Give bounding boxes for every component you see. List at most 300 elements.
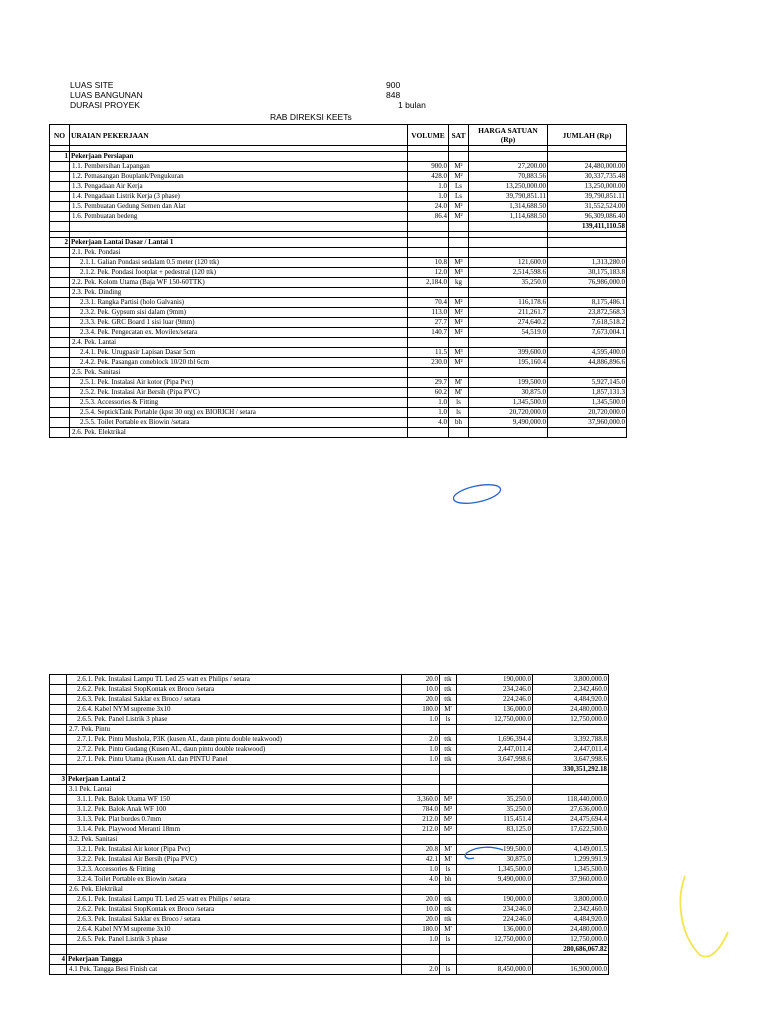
row-unit-price: 1,114,688.50	[469, 212, 548, 222]
table-body-2	[50, 675, 609, 975]
row-description: Pekerjaan Persiapan	[70, 152, 408, 162]
table-row	[50, 695, 609, 705]
luas-site-label: LUAS SITE	[70, 80, 114, 90]
row-unit: ls	[449, 408, 469, 418]
table-row	[50, 248, 627, 258]
row-unit-price	[457, 835, 533, 845]
row-description: 1.6. Pembuatan bedeng	[70, 212, 408, 222]
row-total: 76,986,000.0	[548, 278, 627, 288]
row-volume: 180.0	[402, 705, 440, 715]
row-unit-price	[469, 248, 548, 258]
row-description: 2.4. Pek. Lantai	[70, 338, 408, 348]
row-total: 3,800,000.0	[533, 675, 609, 685]
row-total	[548, 338, 627, 348]
row-description: 3.1.2. Pek. Balok Anak WF 100	[67, 805, 402, 815]
row-total	[548, 428, 627, 438]
row-unit: M³	[440, 795, 457, 805]
row-unit-price: 136,000.0	[457, 925, 533, 935]
row-unit: ls	[449, 398, 469, 408]
row-volume: 1.0	[402, 865, 440, 875]
row-description: 2.3.1. Rangka Partisi (holo Galvanis)	[70, 298, 408, 308]
row-number	[50, 368, 70, 378]
row-volume: 70.4	[408, 298, 449, 308]
row-unit-price	[457, 945, 533, 955]
row-number	[50, 338, 70, 348]
row-unit	[440, 945, 457, 955]
row-description: 1.1. Pembersihan Lapangan	[70, 162, 408, 172]
row-total	[533, 785, 609, 795]
row-number	[50, 388, 70, 398]
row-total: 30,337,735.48	[548, 172, 627, 182]
row-description: 2.7.1. Pek. Pintu Utama (Kusen AL dan PINTU Panel	[67, 755, 402, 765]
row-description: 3.2. Pek. Sanitasi	[67, 835, 402, 845]
table-row	[50, 192, 627, 202]
table-row	[50, 845, 609, 855]
row-number	[50, 785, 67, 795]
row-total: 330,351,292.18	[533, 765, 609, 775]
subtotal-row	[50, 945, 609, 955]
row-description: Pekerjaan Tangga	[67, 955, 402, 965]
row-description: 2.4.2. Pek. Pasangan coneblock 10/20 tbl 6cm	[70, 358, 408, 368]
row-unit-price: 1,314,688.50	[469, 202, 548, 212]
row-description: 2.6.2. Pek. Instalasi StopKontak ex Broco /setara	[67, 905, 402, 915]
col-harga: HARGA SATUAN (Rp)	[469, 125, 548, 146]
row-volume: 60.2	[408, 388, 449, 398]
row-unit-price: 190,000.0	[457, 675, 533, 685]
table-row	[50, 268, 627, 278]
row-number	[50, 182, 70, 192]
row-description: 2.5. Pek. Sanitasi	[70, 368, 408, 378]
section-row	[50, 152, 627, 162]
row-volume	[402, 785, 440, 795]
row-volume: 20.0	[402, 695, 440, 705]
row-number	[50, 298, 70, 308]
row-volume	[408, 338, 449, 348]
row-total: 1,345,500.0	[548, 398, 627, 408]
row-number	[50, 965, 67, 975]
row-total: 96,309,086.40	[548, 212, 627, 222]
row-total: 2,342,460.0	[533, 685, 609, 695]
row-unit: M²	[449, 308, 469, 318]
table-row	[50, 408, 627, 418]
row-unit-price: 35,250.0	[469, 278, 548, 288]
row-volume: 29.7	[408, 378, 449, 388]
row-total: 3,800,000.0	[533, 895, 609, 905]
table-row	[50, 865, 609, 875]
row-description: 3.1.3. Pek. Plat bordes 0.7mm	[67, 815, 402, 825]
row-volume: 10.8	[408, 258, 449, 268]
table-row	[50, 172, 627, 182]
row-total: 12,750,000.0	[533, 935, 609, 945]
row-unit-price	[457, 765, 533, 775]
row-volume: 900.0	[408, 162, 449, 172]
table-row	[50, 278, 627, 288]
rab-table-part-2	[49, 674, 609, 975]
col-volume: VOLUME	[408, 125, 449, 146]
row-description: 3.1.4. Pek. Playwood Meranti 18mm	[67, 825, 402, 835]
table-row	[50, 338, 627, 348]
row-description: 2.6.5. Pek. Panel Listrik 3 phase	[67, 935, 402, 945]
row-description: 1.5. Pembuatan Gedung Semen dan Alat	[70, 202, 408, 212]
row-unit: M²	[440, 815, 457, 825]
row-unit-price: 195,160.4	[469, 358, 548, 368]
durasi-proyek-value: 1 bulan	[398, 100, 426, 110]
row-unit: ls	[440, 965, 457, 975]
table-row	[50, 805, 609, 815]
row-unit-price	[457, 725, 533, 735]
row-unit: M²	[449, 328, 469, 338]
row-volume: 230.0	[408, 358, 449, 368]
row-number	[50, 258, 70, 268]
table-row	[50, 815, 609, 825]
row-number	[50, 248, 70, 258]
row-description: 2.3.4. Pek. Pengecatan ex. Movilex/setara	[70, 328, 408, 338]
row-total	[548, 288, 627, 298]
row-volume	[402, 765, 440, 775]
row-unit-price: 2,447,011.4	[457, 745, 533, 755]
row-number	[50, 212, 70, 222]
row-unit	[440, 775, 457, 785]
row-unit-price: 234,246.0	[457, 685, 533, 695]
row-unit-price: 70,883.56	[469, 172, 548, 182]
row-unit-price: 35,250.0	[457, 805, 533, 815]
row-unit	[440, 785, 457, 795]
row-total: 23,872,568.3	[548, 308, 627, 318]
row-unit-price: 27,200.00	[469, 162, 548, 172]
row-volume: 20.0	[402, 675, 440, 685]
table-row	[50, 745, 609, 755]
row-number	[50, 348, 70, 358]
row-unit: M'	[440, 845, 457, 855]
subtotal-row	[50, 222, 627, 232]
row-unit: ttk	[440, 745, 457, 755]
table-row	[50, 182, 627, 192]
row-volume: 4.0	[408, 418, 449, 428]
row-total: 24,480,000.00	[548, 162, 627, 172]
table-row	[50, 318, 627, 328]
row-number	[50, 328, 70, 338]
row-unit	[449, 338, 469, 348]
row-total: 16,900,000.0	[533, 965, 609, 975]
row-total: 1,299,991.9	[533, 855, 609, 865]
row-number	[50, 845, 67, 855]
table-row	[50, 725, 609, 735]
row-number	[50, 715, 67, 725]
row-unit: M²	[449, 202, 469, 212]
row-description: 2.2. Pek. Kolom Utama (Baja WF 150-60TTK)	[70, 278, 408, 288]
row-description: 2.5.4. SeptickTank Portable (kpst 30 org) ex BIORICH / setara	[70, 408, 408, 418]
row-unit-price: 9,490,000.0	[457, 875, 533, 885]
row-unit-price: 1,345,500.0	[469, 398, 548, 408]
row-unit: ls	[440, 935, 457, 945]
row-description: 2.6.4. Kabel NYM supreme 3x10	[67, 705, 402, 715]
row-description: 2.3.3. Pek. GRC Board 1 sisi luar (9mm)	[70, 318, 408, 328]
table-row	[50, 705, 609, 715]
table-row	[50, 328, 627, 338]
row-unit-price: 30,875.0	[457, 855, 533, 865]
row-volume: 2.0	[402, 735, 440, 745]
row-number	[50, 418, 70, 428]
row-total: 5,927,145.0	[548, 378, 627, 388]
row-total: 20,720,000.0	[548, 408, 627, 418]
table-row	[50, 925, 609, 935]
row-number	[50, 398, 70, 408]
row-unit-price: 13,250,000.00	[469, 182, 548, 192]
row-number	[50, 725, 67, 735]
row-volume: 86.4	[408, 212, 449, 222]
row-volume: 11.5	[408, 348, 449, 358]
row-unit-price	[457, 885, 533, 895]
table-row	[50, 965, 609, 975]
row-unit-price: 115,451.4	[457, 815, 533, 825]
table-row	[50, 735, 609, 745]
row-total: 3,647,998.6	[533, 755, 609, 765]
row-volume	[408, 428, 449, 438]
col-jumlah: JUMLAH (Rp)	[548, 125, 627, 146]
row-number	[50, 815, 67, 825]
row-total: 3,392,788.8	[533, 735, 609, 745]
row-unit-price: 190,000.0	[457, 895, 533, 905]
row-unit: M²	[449, 318, 469, 328]
rab-table-part-1	[49, 124, 627, 438]
row-number	[50, 308, 70, 318]
row-unit	[440, 835, 457, 845]
section-row	[50, 238, 627, 248]
row-unit-price	[457, 955, 533, 965]
row-unit: ttk	[440, 915, 457, 925]
row-number	[50, 705, 67, 715]
table-row	[50, 785, 609, 795]
table-row	[50, 905, 609, 915]
row-volume: 180.0	[402, 925, 440, 935]
row-unit-price: 1,696,394.4	[457, 735, 533, 745]
row-volume	[408, 222, 449, 232]
row-total	[548, 368, 627, 378]
row-description	[70, 222, 408, 232]
section-row	[50, 955, 609, 965]
row-unit-price	[469, 152, 548, 162]
durasi-proyek-label: DURASI PROYEK	[70, 100, 140, 110]
table-row	[50, 388, 627, 398]
row-unit: ttk	[440, 695, 457, 705]
row-volume: 20.8	[402, 845, 440, 855]
row-total	[548, 238, 627, 248]
row-volume: 2,184.0	[408, 278, 449, 288]
row-description: 2.6.3. Pek. Instalasi Saklar ex Broco / setara	[67, 915, 402, 925]
row-total: 24,480,000.0	[533, 925, 609, 935]
row-unit: M²	[449, 358, 469, 368]
row-unit: M'	[440, 855, 457, 865]
row-unit	[449, 428, 469, 438]
table-row	[50, 915, 609, 925]
row-unit-price: 12,750,000.0	[457, 935, 533, 945]
row-number: 4	[50, 955, 67, 965]
row-description: 2.6.2. Pek. Instalasi StopKontak ex Broco /setara	[67, 685, 402, 695]
row-unit	[449, 152, 469, 162]
row-unit-price	[469, 238, 548, 248]
row-number	[50, 875, 67, 885]
row-total: 1,857,131.3	[548, 388, 627, 398]
row-number	[50, 835, 67, 845]
row-unit: ttk	[440, 755, 457, 765]
table-row	[50, 428, 627, 438]
row-number	[50, 192, 70, 202]
row-unit: ttk	[440, 895, 457, 905]
row-unit	[449, 222, 469, 232]
row-number	[50, 428, 70, 438]
row-description: 2.1. Pek. Pondasi	[70, 248, 408, 258]
row-description: 1.3. Pengadaan Air Kerja	[70, 182, 408, 192]
row-unit-price	[469, 368, 548, 378]
row-volume: 20.0	[402, 895, 440, 905]
row-description: Pekerjaan Lantai 2	[67, 775, 402, 785]
row-unit-price: 12,750,000.0	[457, 715, 533, 725]
row-unit: ttk	[440, 905, 457, 915]
row-description: 2.5.1. Pek. Instalasi Air kotor (Pipa Pvc)	[70, 378, 408, 388]
row-number	[50, 202, 70, 212]
row-unit: M'	[449, 378, 469, 388]
row-unit-price	[457, 785, 533, 795]
row-description: 2.5.2. Pek. Instalasi Air Bersih (Pipa PVC)	[70, 388, 408, 398]
row-volume: 1.0	[408, 408, 449, 418]
row-total: 27,636,000.0	[533, 805, 609, 815]
row-unit-price: 199,500.0	[457, 845, 533, 855]
row-description: 2.5.3. Accessories & Fitting	[70, 398, 408, 408]
row-volume	[402, 835, 440, 845]
table-row	[50, 755, 609, 765]
row-total: 17,622,500.0	[533, 825, 609, 835]
row-unit-price: 39,790,851.11	[469, 192, 548, 202]
row-volume: 4.0	[402, 875, 440, 885]
row-unit: M'	[440, 705, 457, 715]
row-description: 2.6.1. Pek. Instalasi Lampu TL Led 25 watt ex Philips / setara	[67, 895, 402, 905]
row-total	[533, 955, 609, 965]
row-total: 39,790,851.11	[548, 192, 627, 202]
row-number	[50, 765, 67, 775]
row-description: 2.5.5. Toilet Portable ex Biowin /setara	[70, 418, 408, 428]
row-unit: M²	[449, 298, 469, 308]
row-total: 7,618,518.2	[548, 318, 627, 328]
row-total: 4,595,400.0	[548, 348, 627, 358]
row-volume	[408, 368, 449, 378]
row-total: 24,480,000.0	[533, 705, 609, 715]
luas-bangunan-value: 848	[386, 90, 401, 100]
row-volume	[402, 775, 440, 785]
row-description: 2.3. Pek. Dinding	[70, 288, 408, 298]
row-volume: 12.0	[408, 268, 449, 278]
row-description: 1.2. Pemasangan Bouplank/Pengukuran	[70, 172, 408, 182]
row-unit-price: 116,178.6	[469, 298, 548, 308]
table-row	[50, 835, 609, 845]
table-row	[50, 885, 609, 895]
row-unit: M³	[449, 348, 469, 358]
row-volume: 1.0	[402, 715, 440, 725]
luas-site-value: 900	[386, 80, 401, 90]
row-number	[50, 735, 67, 745]
row-volume	[402, 885, 440, 895]
row-number	[50, 222, 70, 232]
row-volume	[402, 725, 440, 735]
row-unit	[449, 288, 469, 298]
row-volume: 212.0	[402, 825, 440, 835]
row-unit	[440, 725, 457, 735]
row-unit-price: 3,647,998.6	[457, 755, 533, 765]
row-unit-price: 224,246.0	[457, 915, 533, 925]
row-total: 44,886,896.6	[548, 358, 627, 368]
row-total	[548, 152, 627, 162]
row-volume: 113.0	[408, 308, 449, 318]
row-description: 3.1 Pek. Lantai	[67, 785, 402, 795]
row-volume: 3,360.0	[402, 795, 440, 805]
row-number: 3	[50, 775, 67, 785]
row-total	[533, 885, 609, 895]
row-volume: 2.0	[402, 965, 440, 975]
row-total: 31,552,524.00	[548, 202, 627, 212]
row-unit: ls	[440, 865, 457, 875]
luas-bangunan-label: LUAS BANGUNAN	[70, 90, 143, 100]
table-row	[50, 715, 609, 725]
row-unit: bh	[440, 875, 457, 885]
row-number	[50, 905, 67, 915]
row-volume: 1.0	[402, 935, 440, 945]
row-unit-price: 30,875.0	[469, 388, 548, 398]
row-total: 13,250,000.00	[548, 182, 627, 192]
row-total	[533, 835, 609, 845]
row-volume	[408, 248, 449, 258]
table-row	[50, 358, 627, 368]
table-row	[50, 378, 627, 388]
table-row	[50, 855, 609, 865]
row-total: 139,411,110.58	[548, 222, 627, 232]
row-description	[67, 945, 402, 955]
row-unit: M'	[440, 925, 457, 935]
row-unit: M²	[440, 825, 457, 835]
row-total	[548, 248, 627, 258]
table-row	[50, 685, 609, 695]
col-uraian: URAIAN PEKERJAAN	[70, 125, 408, 146]
row-volume: 1.0	[408, 398, 449, 408]
row-total: 7,673,004.1	[548, 328, 627, 338]
row-total: 37,960,000.0	[533, 875, 609, 885]
row-unit: ttk	[440, 675, 457, 685]
row-number	[50, 895, 67, 905]
row-number: 2	[50, 238, 70, 248]
row-unit: bh	[449, 418, 469, 428]
row-description: 2.6.5. Pek. Panel Listrik 3 phase	[67, 715, 402, 725]
table-row	[50, 875, 609, 885]
row-description: 3.2.4. Toilet Portable ex Biowin /setara	[67, 875, 402, 885]
blue-circle-mark	[452, 481, 502, 507]
row-number	[50, 695, 67, 705]
table-row	[50, 202, 627, 212]
row-total: 280,686,067.82	[533, 945, 609, 955]
row-unit: M²	[449, 162, 469, 172]
row-volume: 140.7	[408, 328, 449, 338]
row-description: 2.7.1. Pek. Pintu Mushola, P3K (kusen AL, daun pintu double teakwood)	[67, 735, 402, 745]
row-volume	[408, 238, 449, 248]
row-volume: 42.1	[402, 855, 440, 865]
row-number	[50, 162, 70, 172]
row-volume	[408, 288, 449, 298]
row-description	[67, 765, 402, 775]
row-number	[50, 945, 67, 955]
table-row	[50, 308, 627, 318]
row-total: 4,484,920.0	[533, 695, 609, 705]
row-unit-price: 20,720,000.0	[469, 408, 548, 418]
row-unit	[440, 885, 457, 895]
row-unit-price: 121,600.0	[469, 258, 548, 268]
row-volume: 784.0	[402, 805, 440, 815]
